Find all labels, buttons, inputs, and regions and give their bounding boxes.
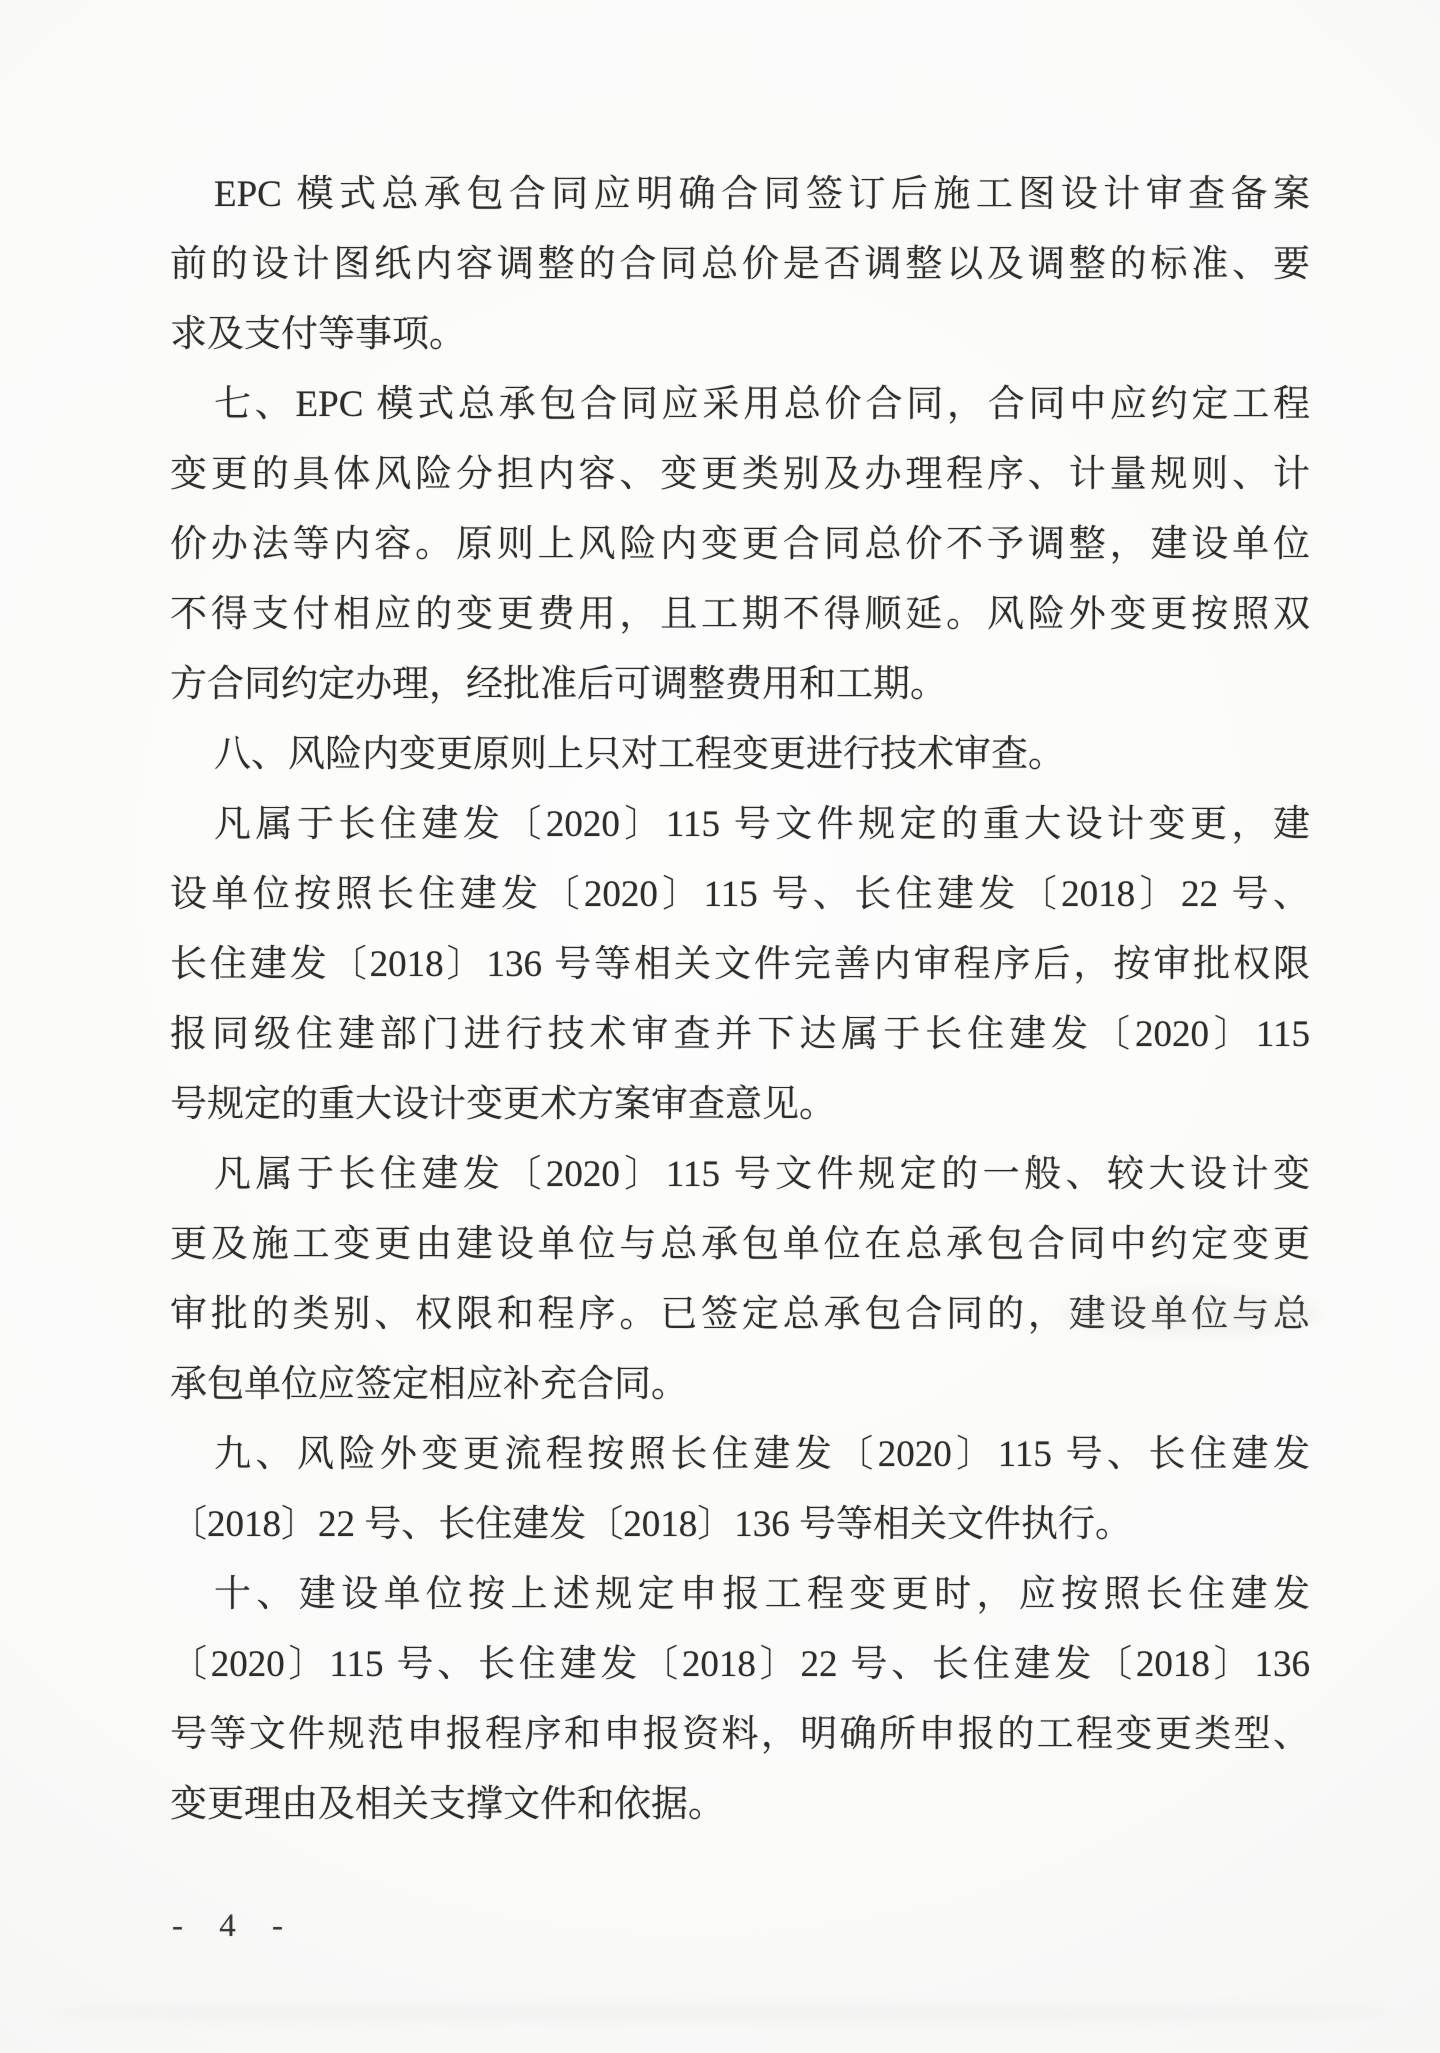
text-line: 号规定的重大设计变更术方案审查意见。 xyxy=(170,1084,836,1125)
text-line: 承包单位应签定相应补充合同。 xyxy=(170,1364,688,1405)
text-line: 求及支付等事项。 xyxy=(170,314,466,355)
text-line: 凡属于长住建发〔2020〕115 号文件规定的一般、较大设计变 xyxy=(214,1154,1310,1195)
paragraph xyxy=(170,720,1310,790)
text-line: 号等文件规范申报程序和申报资料，明确所申报的工程变更类型、 xyxy=(170,1714,1310,1755)
paragraph xyxy=(170,790,1310,1140)
text-line: 价办法等内容。原则上风险内变更合同总价不予调整，建设单位 xyxy=(170,524,1310,565)
text-line: 审批的类别、权限和程序。已签定总承包合同的，建设单位与总 xyxy=(170,1294,1310,1335)
text-line: 〔2018〕22 号、长住建发〔2018〕136 号等相关文件执行。 xyxy=(170,1504,1132,1545)
text-line: 前的设计图纸内容调整的合同总价是否调整以及调整的标准、要 xyxy=(170,244,1310,285)
document-body xyxy=(170,160,1310,1840)
page-number: - 4 - xyxy=(172,1908,297,1944)
text-line: 八、风险内变更原则上只对工程变更进行技术审查。 xyxy=(214,734,1065,775)
text-line: 七、EPC 模式总承包合同应采用总价合同，合同中应约定工程 xyxy=(214,384,1310,425)
text-line: 更及施工变更由建设单位与总承包单位在总承包合同中约定变更 xyxy=(170,1224,1310,1265)
text-line: 长住建发〔2018〕136 号等相关文件完善内审程序后，按审批权限 xyxy=(170,944,1310,985)
text-line: 不得支付相应的变更费用，且工期不得顺延。风险外变更按照双 xyxy=(170,594,1310,635)
paragraph xyxy=(170,1560,1310,1840)
text-line: 变更理由及相关支撑文件和依据。 xyxy=(170,1784,725,1825)
text-line: 方合同约定办理，经批准后可调整费用和工期。 xyxy=(170,664,947,705)
paragraph xyxy=(170,1420,1310,1560)
paragraph xyxy=(170,370,1310,720)
text-line: 十、建设单位按上述规定申报工程变更时，应按照长住建发 xyxy=(214,1574,1310,1615)
text-line: 报同级住建部门进行技术审查并下达属于长住建发〔2020〕115 xyxy=(170,1014,1310,1055)
text-line: 变更的具体风险分担内容、变更类别及办理程序、计量规则、计 xyxy=(170,454,1310,495)
paragraph xyxy=(170,160,1310,370)
paragraph xyxy=(170,1140,1310,1420)
text-line: 九、风险外变更流程按照长住建发〔2020〕115 号、长住建发 xyxy=(214,1434,1310,1475)
text-line: 凡属于长住建发〔2020〕115 号文件规定的重大设计变更，建 xyxy=(214,804,1310,845)
scan-smudge xyxy=(40,2004,1400,2022)
text-line: 设单位按照长住建发〔2020〕115 号、长住建发〔2018〕22 号、 xyxy=(170,874,1310,915)
text-line: 〔2020〕115 号、长住建发〔2018〕22 号、长住建发〔2018〕136 xyxy=(170,1644,1310,1685)
text-line: EPC 模式总承包合同应明确合同签订后施工图设计审查备案 xyxy=(214,174,1310,215)
